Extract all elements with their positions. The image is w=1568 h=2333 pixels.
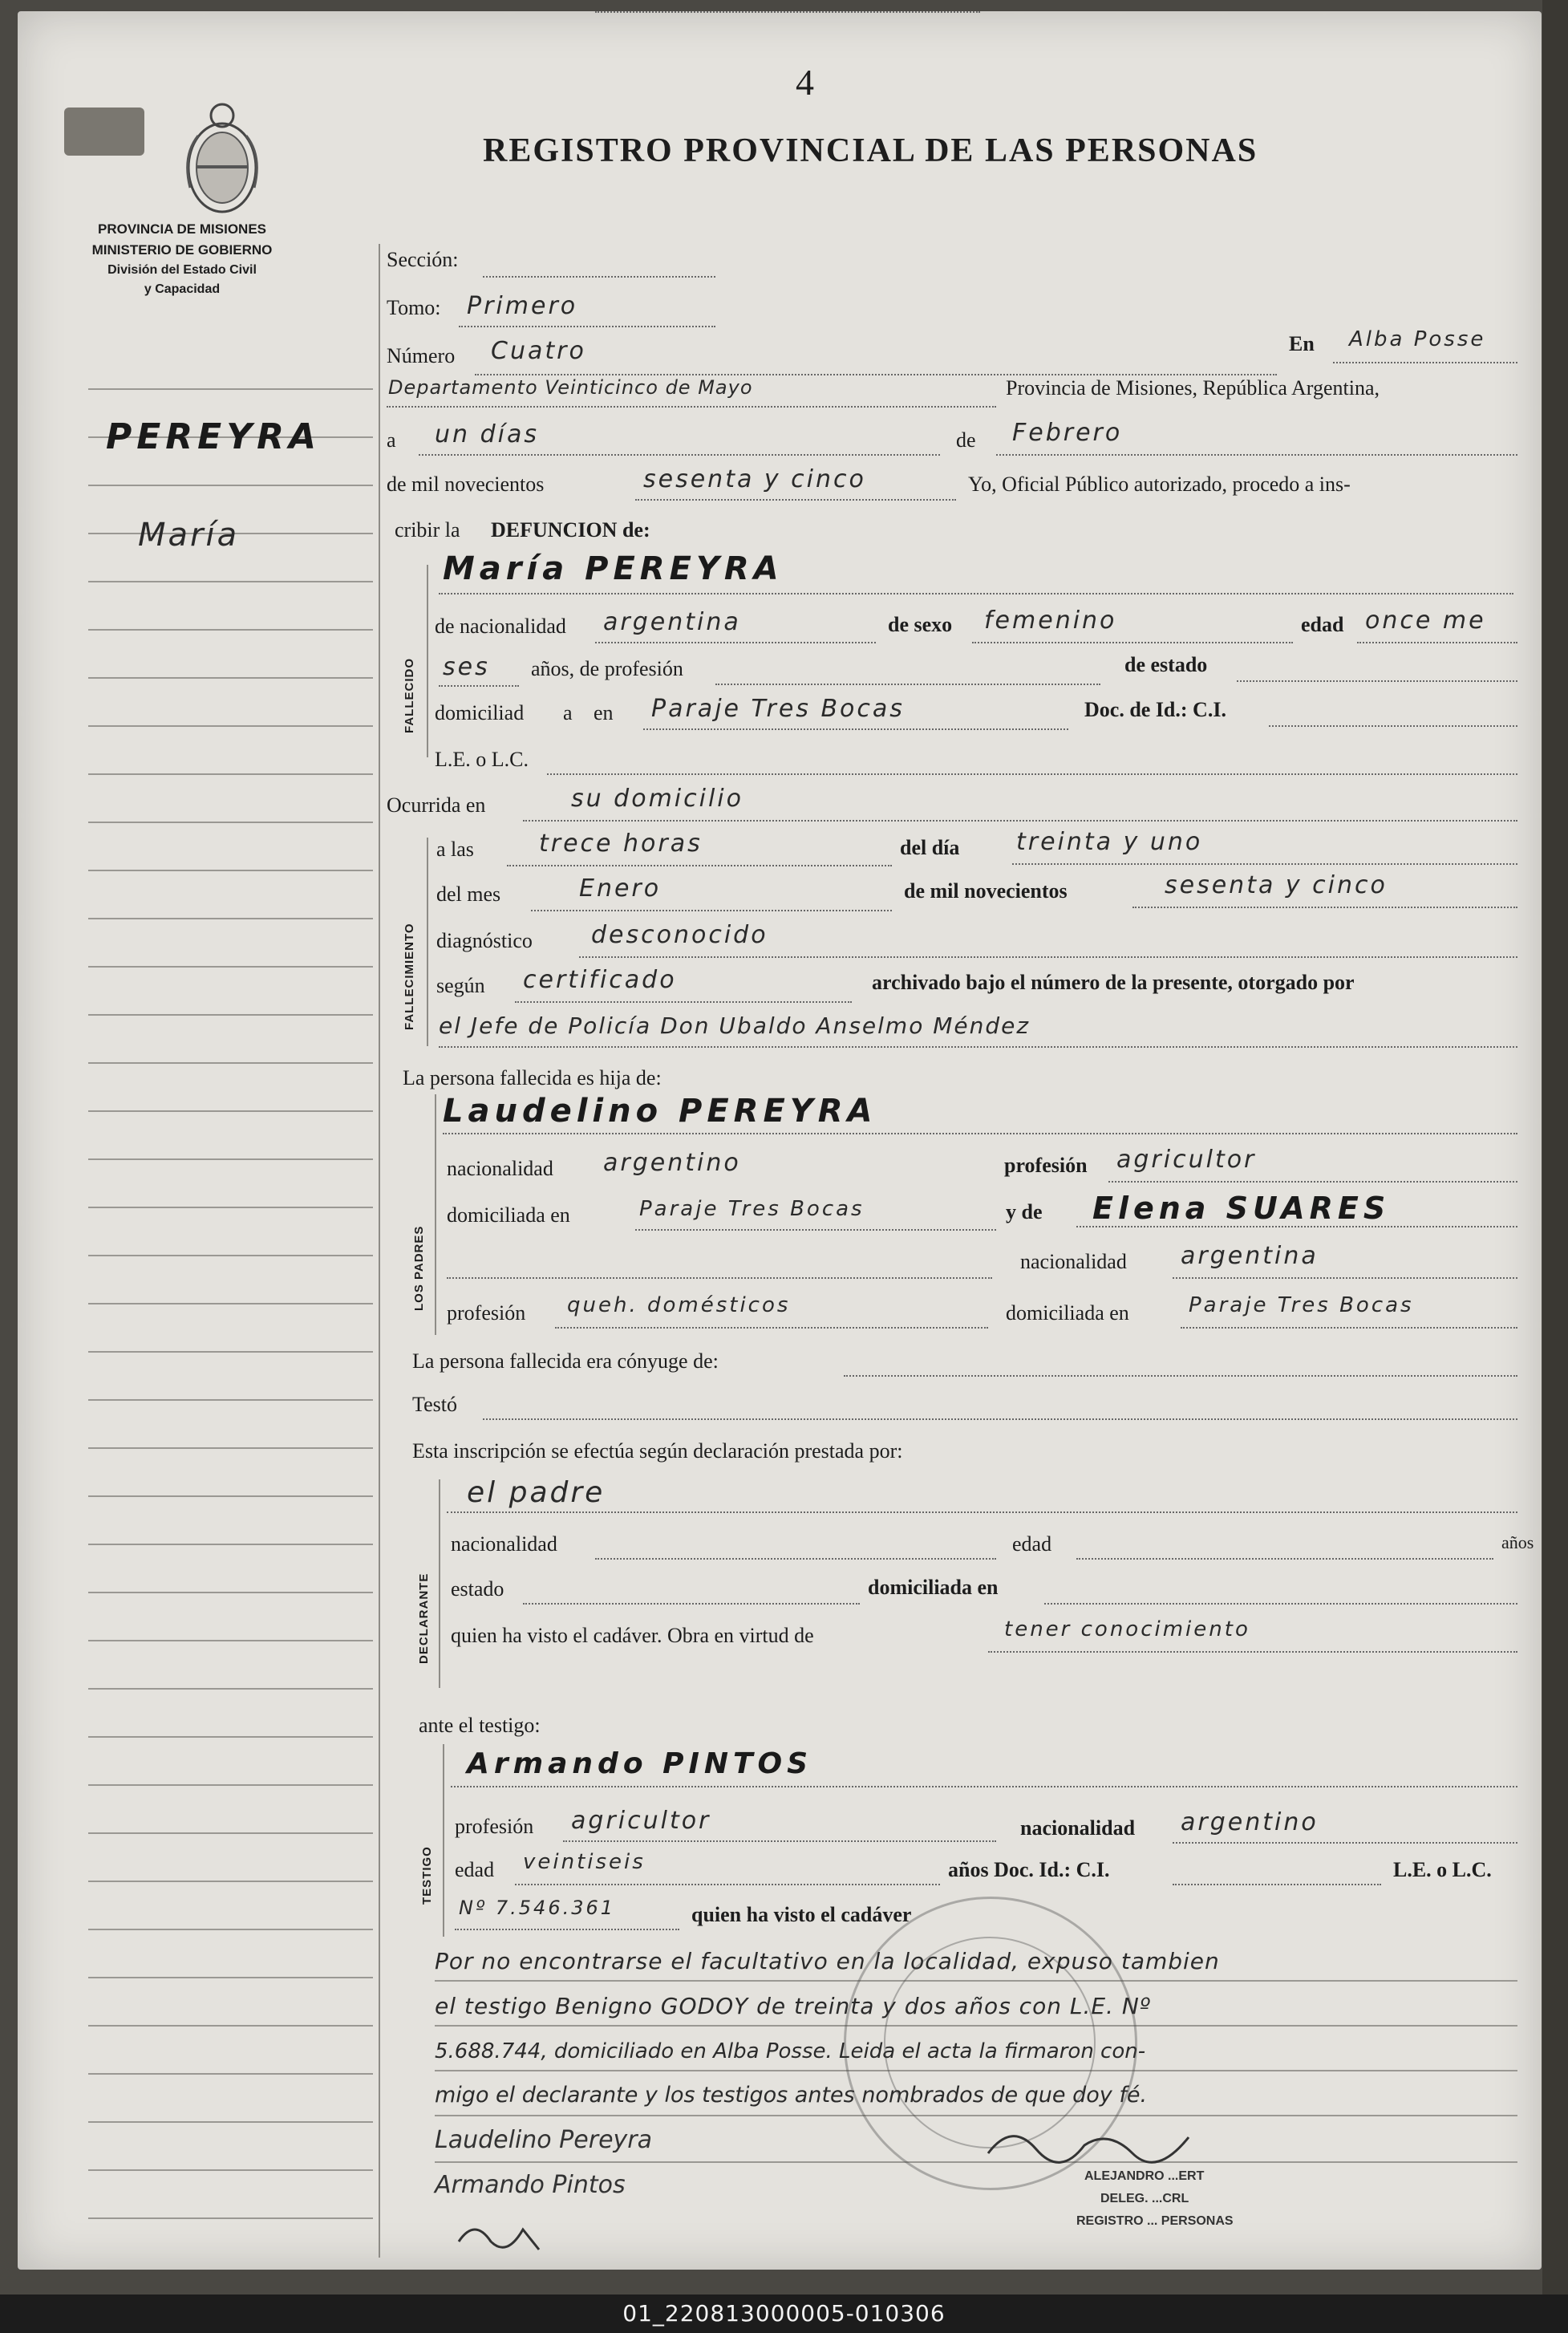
nacionalidad-value: argentina: [603, 608, 741, 636]
numero-value: Cuatro: [491, 337, 586, 365]
madre-dom-label: domiciliada en: [1006, 1301, 1129, 1325]
form-divider: [379, 244, 380, 2258]
del-dia-label: del día: [900, 836, 960, 859]
signature-testigo: Armando Pintos: [435, 2171, 626, 2199]
tab-fallecimiento: FALLECIMIENTO: [403, 923, 416, 1030]
padre-dom-label: domiciliada en: [447, 1203, 570, 1227]
testigo-bracket: [443, 1744, 444, 1937]
document-page: [18, 11, 1542, 2270]
defuncion-label: DEFUNCION de:: [491, 518, 650, 542]
stamp-role: DELEG. ...CRL: [1100, 2192, 1189, 2205]
en-small-label: en: [594, 701, 614, 724]
inscripcion-label: Esta inscripción se efectúa según declaración prestada por:: [412, 1439, 903, 1463]
profesion-label: años, de profesión: [531, 657, 683, 680]
padre-nac-label: nacionalidad: [447, 1157, 553, 1180]
margin-surname: PEREYRA: [106, 416, 322, 457]
de-label: de: [956, 428, 976, 452]
numero-label: Número: [387, 344, 456, 367]
ocurrida-value: su domicilio: [571, 785, 743, 813]
madre-nac-value: argentina: [1181, 1242, 1319, 1270]
yo-oficial-label: Yo, Oficial Público autorizado, procedo a ins-: [968, 473, 1351, 496]
edad-label: edad: [1301, 613, 1344, 636]
mes-fall-value: Enero: [579, 874, 662, 903]
padre-prof-value: agricultor: [1116, 1146, 1257, 1174]
edad-value: once me: [1365, 607, 1486, 635]
declarant-signature: [451, 2209, 563, 2266]
edad-value-cont: ses: [443, 653, 490, 681]
header-capacity: y Capacidad: [144, 282, 221, 296]
en-label: En: [1289, 332, 1315, 355]
note-line-3: 5.688.744, domiciliado en Alba Posse. Leida el acta la firmaron con-: [435, 2039, 1146, 2063]
doc-id-label: Doc. de Id.: C.I.: [1084, 698, 1226, 721]
cribir-label: cribir la: [395, 518, 460, 542]
declarante-dom-label: domiciliada en: [868, 1576, 999, 1599]
seccion-label: Sección:: [387, 248, 459, 271]
official-seal-inner: [884, 1937, 1096, 2148]
declarante-nac-label: nacionalidad: [451, 1532, 557, 1556]
a-label: a: [387, 428, 396, 452]
testo-label: Testó: [412, 1393, 457, 1416]
ante-testigo-label: ante el testigo:: [419, 1714, 541, 1737]
le-lc-label: L.E. o L.C.: [435, 748, 529, 771]
testigo-doc-label: años Doc. Id.: C.I.: [948, 1858, 1110, 1881]
segun-label: según: [436, 974, 485, 997]
departamento-value: Departamento Veinticinco de Mayo: [388, 376, 753, 399]
tab-testigo: TESTIGO: [420, 1846, 434, 1905]
domiciliad-suffix: a: [563, 701, 573, 724]
tomo-label: Tomo:: [387, 296, 441, 319]
seccion-line: [483, 276, 715, 278]
declarante-edad-label: edad: [1012, 1532, 1052, 1556]
coat-of-arms-icon: [178, 91, 266, 228]
domicilio-value: Paraje Tres Bocas: [651, 695, 905, 723]
testigo-name: Armando PINTOS: [467, 1747, 813, 1780]
domiciliad-label: domiciliad: [435, 701, 525, 724]
anio-value: sesenta y cinco: [643, 465, 866, 493]
page-number: 4: [796, 62, 814, 103]
stamp-name: ALEJANDRO ...ERT: [1084, 2169, 1205, 2183]
document-title: REGISTRO PROVINCIAL DE LAS PERSONAS: [483, 132, 1258, 169]
sexo-value: femenino: [984, 607, 1117, 635]
sexo-label: de sexo: [888, 613, 953, 636]
a-las-label: a las: [436, 838, 474, 861]
stamp-mark: [64, 108, 144, 156]
note-line-2: el testigo Benigno GODOY de treinta y dos años con L.E. Nº: [435, 1993, 1151, 2019]
fallecido-bracket: [427, 565, 428, 757]
madre-nac-label: nacionalidad: [1020, 1250, 1127, 1273]
del-mes-label: del mes: [436, 882, 501, 906]
y-de-label: y de: [1006, 1200, 1043, 1223]
quien-visto2-label: quien ha visto el cadáver: [691, 1903, 912, 1926]
testigo-prof-label: profesión: [455, 1815, 534, 1838]
testigo-nac-value: argentino: [1181, 1808, 1319, 1836]
quien-visto-label: quien ha visto el cadáver. Obra en virtud de: [451, 1624, 814, 1647]
hora-value: trece horas: [539, 830, 703, 858]
mes-value: Febrero: [1012, 419, 1123, 447]
madre-prof-label: profesión: [447, 1301, 526, 1325]
de-mil2-label: de mil novecientos: [904, 879, 1068, 903]
diagnostico-label: diagnóstico: [436, 929, 533, 952]
header-division: División del Estado Civil: [107, 263, 257, 277]
padre-nac-value: argentino: [603, 1149, 741, 1177]
book-spine: [1542, 0, 1568, 2294]
fallecido-name: María PEREYRA: [443, 550, 784, 587]
madre-prof-value: queh. domésticos: [567, 1293, 791, 1317]
margin-given-name: María: [138, 517, 240, 554]
provincia-label: Provincia de Misiones, República Argentina,: [1006, 376, 1380, 400]
declarante-value: el padre: [467, 1476, 606, 1509]
madre-name: Elena SUARES: [1092, 1191, 1391, 1226]
testigo-edad-label: edad: [455, 1858, 495, 1881]
conyuge-label: La persona fallecida era cónyuge de:: [412, 1349, 719, 1373]
note-line-1: Por no encontrarse el facultativo en la localidad, expuso tambien: [435, 1948, 1220, 1974]
note-line-4: migo el declarante y los testigos antes nombrados de que doy fé.: [435, 2083, 1148, 2108]
dia-value: un días: [435, 420, 539, 448]
en-value: Alba Posse: [1349, 327, 1486, 351]
nacionalidad-label: de nacionalidad: [435, 615, 566, 638]
de-mil-label: de mil novecientos: [387, 473, 545, 496]
fallecimiento-bracket: [427, 838, 428, 1046]
tab-padres: LOS PADRES: [412, 1225, 426, 1311]
diagnostico-value: desconocido: [591, 921, 768, 949]
padre-name: Laudelino PEREYRA: [443, 1093, 877, 1130]
anio-fall-value: sesenta y cinco: [1165, 871, 1388, 899]
testigo-edad-value: veintiseis: [523, 1850, 646, 1874]
header-province: PROVINCIA DE MISIONES: [97, 221, 266, 237]
estado-label: de estado: [1124, 653, 1208, 676]
padres-bracket: [435, 1094, 436, 1335]
otorgado-value: el Jefe de Policía Don Ubaldo Anselmo Méndez: [439, 1012, 1031, 1039]
tab-declarante: DECLARANTE: [417, 1572, 431, 1664]
madre-dom-value: Paraje Tres Bocas: [1189, 1293, 1414, 1317]
declarante-estado-label: estado: [451, 1577, 504, 1601]
testigo-nac-label: nacionalidad: [1020, 1816, 1136, 1840]
declarante-bracket: [439, 1479, 440, 1688]
tab-fallecido: FALLECIDO: [403, 658, 416, 733]
declarante-anos-label: años: [1501, 1532, 1534, 1552]
segun-value: certificado: [523, 966, 677, 994]
signature-padre: Laudelino Pereyra: [435, 2126, 652, 2154]
obra-virtud-value: tener conocimiento: [1004, 1617, 1250, 1641]
testigo-prof-value: agricultor: [571, 1807, 711, 1835]
hija-de-label: La persona fallecida es hija de:: [403, 1066, 662, 1089]
padre-prof-label: profesión: [1004, 1154, 1088, 1177]
dia-fall-value: treinta y uno: [1016, 828, 1203, 856]
archivado-label: archivado bajo el número de la presente, otorgado por: [872, 971, 1355, 994]
padre-dom-value: Paraje Tres Bocas: [639, 1197, 865, 1221]
header-ministry: MINISTERIO DE GOBIERNO: [91, 242, 273, 258]
testigo-le-label: L.E. o L.C.: [1393, 1858, 1492, 1881]
image-caption: 01_220813000005-010306: [0, 2294, 1568, 2333]
tomo-value: Primero: [467, 292, 578, 320]
testigo-doc-value: Nº 7.546.361: [459, 1897, 616, 1919]
stamp-registry: REGISTRO ... PERSONAS: [1076, 2214, 1234, 2228]
ocurrida-label: Ocurrida en: [387, 793, 486, 817]
